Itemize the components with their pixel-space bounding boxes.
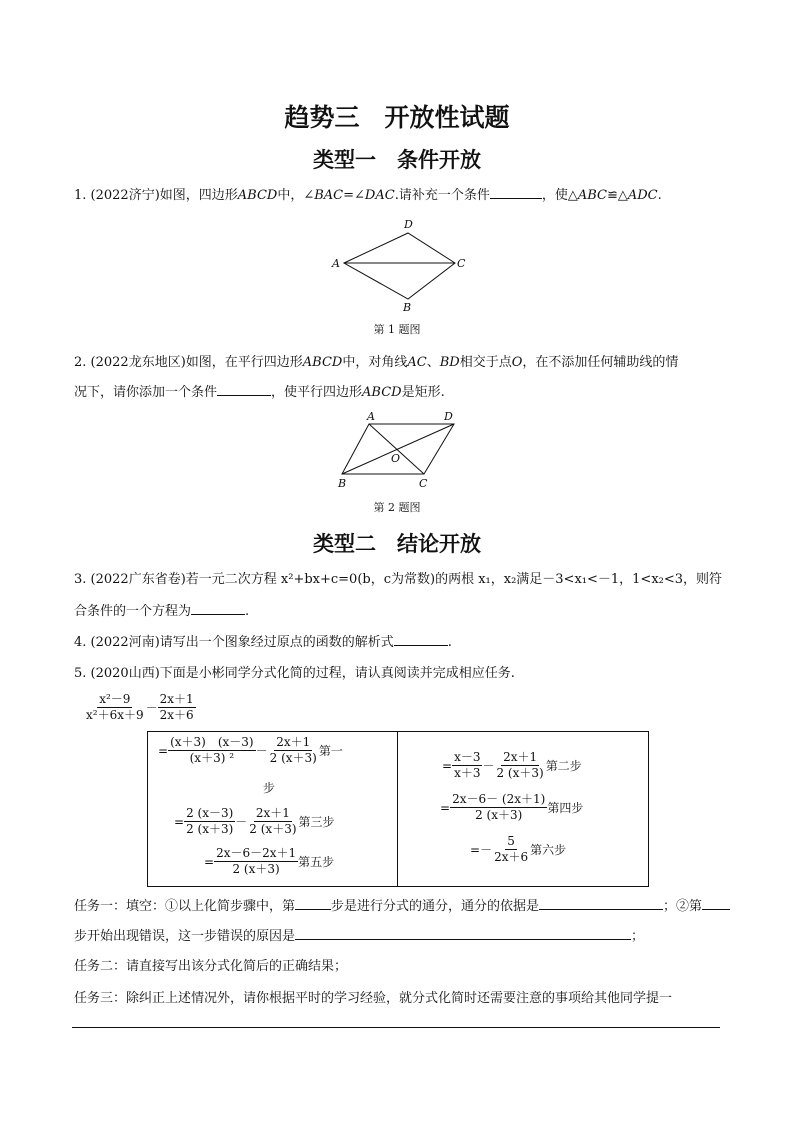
q5-step-2-label: 第二步 [545, 758, 582, 773]
q5-expr-frac1: $\frac{\text{x²－9}}{\text{x²＋6x＋9}}$ [86, 692, 144, 722]
q1-bac: BAC [314, 188, 344, 203]
q5-step-1-label: 第一 [318, 743, 343, 758]
answer-blank-task1-reason[interactable] [295, 927, 631, 940]
q5-steps-divider [397, 731, 398, 886]
q3-line2-prefix: 合条件的一个方程为 [74, 604, 192, 619]
task-3: 任务三：除纠正上述情况外，请你根据平时的学习经验，就分式化简时还需要注意的事项给其他同学提一 [74, 991, 673, 1006]
q2-bd: BD [439, 355, 460, 370]
q1-adc: ADC [627, 188, 658, 203]
q2-line2-prefix: 况下，请你添加一个条件 [74, 385, 218, 400]
q2-ac: AC [407, 355, 427, 370]
q5-step-3-label: 第三步 [298, 814, 335, 829]
question-3-line2 [74, 602, 249, 622]
answer-blank-q4[interactable] [394, 633, 448, 646]
answer-blank-task1-basis[interactable] [539, 897, 663, 910]
q2-prefix: 2. (2022龙东地区)如图，在平行四边形 [74, 355, 303, 370]
q2-figure [333, 408, 468, 490]
q2-label-o: O [391, 452, 401, 465]
q1-abc: ABC [577, 188, 607, 203]
q5-step-1-label-cont: 步 [263, 781, 276, 795]
task-1-line2: 步开始出现错误，这一步错误的原因是 ； [74, 929, 645, 944]
q2-sep: 、 [426, 355, 440, 370]
q5-step-4-label: 第四步 [547, 800, 584, 815]
q5-expr-frac2: $\frac{2x+1}{2x+6}$ [159, 692, 194, 722]
q2-diagonal-bd [342, 424, 454, 474]
q2-o: O [511, 355, 523, 370]
page-title: 趋势三 开放性试题 [284, 103, 510, 132]
q2-abcd2: ABCD [362, 385, 402, 400]
q5-step-4: = $\frac{2x-6- (2x+1)}{2 (x+3)}$ 第四步 [440, 792, 584, 822]
q2-caption: 第 2 题图 [373, 501, 421, 514]
q2-label-b: B [338, 477, 347, 490]
q1-label-d: D [404, 218, 413, 231]
answer-blank-q3[interactable] [191, 602, 245, 615]
question-1 [74, 186, 662, 206]
q1-label-a: A [332, 257, 340, 270]
q2-diagonal-ac [369, 424, 424, 474]
q2-mid2: 相交于点 [459, 355, 512, 370]
q5-step-6: =－ $\frac{5}{2x+6}$ 第六步 [470, 834, 567, 864]
q2-line2-end: 是矩形. [401, 385, 445, 400]
answer-blank-task1-step[interactable] [295, 897, 331, 910]
q2-abcd: ABCD [302, 355, 343, 370]
q1-mid1: 中，∠ [277, 188, 315, 203]
q5-step-3: = $\frac{2 (x-3)}{2 (x+3)}$ － $\frac{2x+1}{2 (x+3)}$ 第三步 [174, 806, 335, 836]
q5-expression: $\frac{\text{x²－9}}{\text{x²＋6x＋9}}$ － $\frac{2x+1}{2x+6}$ [86, 692, 194, 722]
q2-label-c: C [419, 477, 428, 490]
answer-blank-q2[interactable] [217, 383, 271, 396]
q1-mid3: ，使△ [541, 188, 578, 203]
q5-step-2: = $\frac{x-3}{x+3}$ － $\frac{2x+1}{2 (x+3)}$ 第二步 [442, 750, 582, 780]
q1-caption: 第 1 题图 [373, 323, 421, 336]
question-3-line1: 3. (2022广东省卷)若一元二次方程 x²+bx+c=0(b，c为常数)的两根 x₁，x₂满足－3<x₁<－1，1<x₂<3，则符 [74, 572, 723, 587]
q5-step-6-label: 第六步 [530, 842, 567, 857]
q1-quadrilateral [344, 233, 455, 299]
task-2: 任务二：请直接写出该分式化简后的正确结果； [74, 959, 348, 974]
q1-abcd: ABCD [237, 188, 278, 203]
question-2-line2 [74, 383, 445, 403]
q1-mid2: .请补充一个条件 [394, 188, 490, 203]
q5-step-1: = $\frac{(x+3) (x-3)}{\text{(x＋3) ²}}$ － $\frac{2x+1}{2 (x+3)}$ 第一 [158, 735, 343, 765]
q5-step-5-label: 第五步 [298, 854, 335, 869]
q1-label-b: B [403, 301, 412, 312]
q1-label-c: C [457, 257, 466, 270]
question-5-intro: 5. (2020山西)下面是小彬同学分式化简的过程，请认真阅读并完成相应任务. [74, 666, 515, 681]
question-4 [74, 633, 452, 653]
q4-prefix: 4. (2022河南)请写出一个图象经过原点的函数的解析式 [74, 635, 394, 650]
q3-line2-end: . [245, 604, 250, 619]
q1-end: . [657, 188, 662, 203]
question-2-line1 [74, 353, 678, 373]
q2-line2-mid: ，使平行四边形 [271, 385, 363, 400]
q1-cong: ≌△ [606, 188, 628, 203]
q1-figure [326, 212, 466, 312]
section-title-type2: 类型二 结论开放 [313, 532, 481, 556]
task-1-line1: 任务一：填空：①以上化简步骤中，第 步是进行分式的通分，通分的依据是 ；②第 [74, 897, 730, 917]
q2-mid1: 中，对角线 [342, 355, 408, 370]
q1-eq: =∠ [343, 188, 365, 203]
q4-end: . [447, 635, 452, 650]
answer-line-task3[interactable] [72, 1027, 720, 1028]
q2-label-a: A [367, 410, 375, 423]
q1-dac: DAC [364, 188, 395, 203]
q2-label-d: D [444, 410, 453, 423]
q2-mid3: ，在不添加任何辅助线的情 [522, 355, 679, 370]
q1-prefix: 1. (2022济宁)如图，四边形 [74, 188, 238, 203]
answer-blank-task1-error-step[interactable] [702, 897, 730, 910]
q5-step-5: = $\frac{2x-6-2x+1}{2 (x+3)}$ 第五步 [204, 846, 335, 876]
section-title-type1: 类型一 条件开放 [313, 148, 481, 172]
answer-blank-q1[interactable] [490, 186, 542, 199]
